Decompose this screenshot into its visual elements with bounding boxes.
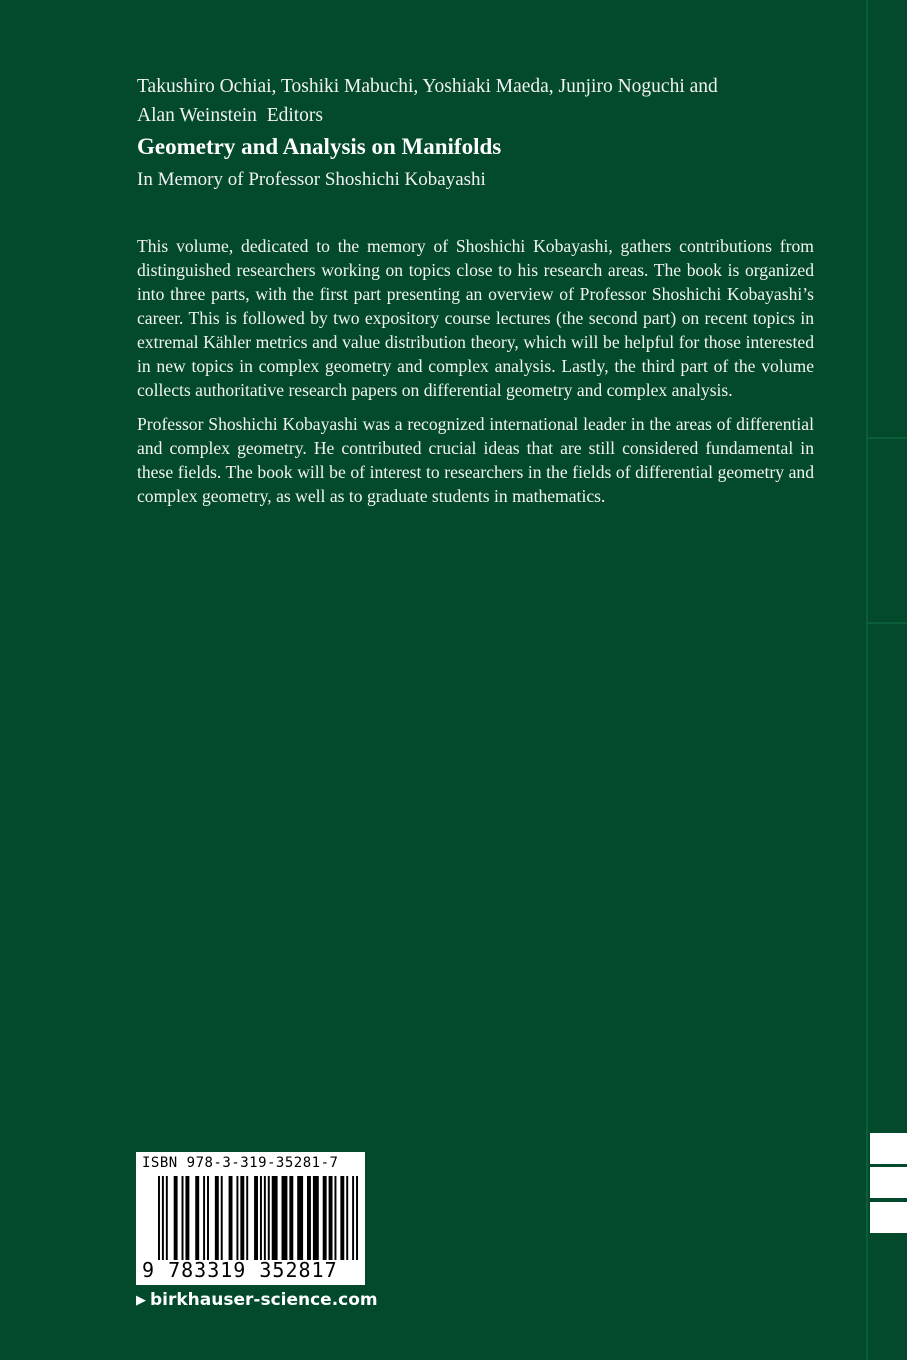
blurb-paragraph: Professor Shoshichi Kobayashi was a recognized international leader in the areas of differential and complex geometry. He contributed crucial ideas that are still considered fundamental in these fields. The book will be of interest to researchers in the fields of differential geometry and complex geometry, as well as to graduate students in mathematics. — [137, 414, 814, 506]
editors-line-1: Takushiro Ochiai, Toshiki Mabuchi, Yoshiaki Maeda, Junjiro Noguchi and — [137, 76, 718, 97]
website-label: birkhauser-science.com — [150, 1290, 378, 1310]
isbn-barcode-box — [136, 1152, 365, 1285]
publisher-website[interactable] — [136, 1290, 378, 1310]
book-blurb — [137, 234, 814, 518]
blurb-paragraph: This volume, dedicated to the memory of Shoshichi Kobayashi, gathers contributions from distinguished researchers working on topics close to his research areas. The book is organized into three parts, with the first part presenting an overview of Professor Shoshichi Kobayashi’s career. This is followed by two expository course lectures (the second part) on recent topics in extremal Kähler metrics and value distribution theory, which will be helpful for those interested in new topics in complex geometry and complex analysis. Lastly, the third part of the volume collects authoritative research papers on differential geometry and complex analysis. — [137, 236, 814, 400]
spine-line — [866, 0, 868, 1360]
editors-line-2 — [137, 101, 837, 130]
ean-digits: 9 783319 352817 — [142, 1258, 338, 1282]
spine-bar — [870, 1167, 907, 1198]
spine-bar — [870, 1133, 907, 1164]
editors-credit — [137, 72, 837, 130]
editors-last-name: Alan Weinstein — [137, 105, 257, 126]
spine-rule — [868, 437, 907, 439]
barcode-icon — [158, 1176, 358, 1260]
play-arrow-icon: ▶ — [136, 1293, 146, 1308]
editors-role: Editors — [266, 105, 324, 126]
spine-bar — [870, 1202, 907, 1233]
book-subtitle: In Memory of Professor Shoshichi Kobayashi — [137, 169, 486, 190]
isbn-label: ISBN 978-3-319-35281-7 — [142, 1155, 339, 1171]
book-title: Geometry and Analysis on Manifolds — [137, 134, 502, 159]
spine-rule — [868, 622, 907, 624]
